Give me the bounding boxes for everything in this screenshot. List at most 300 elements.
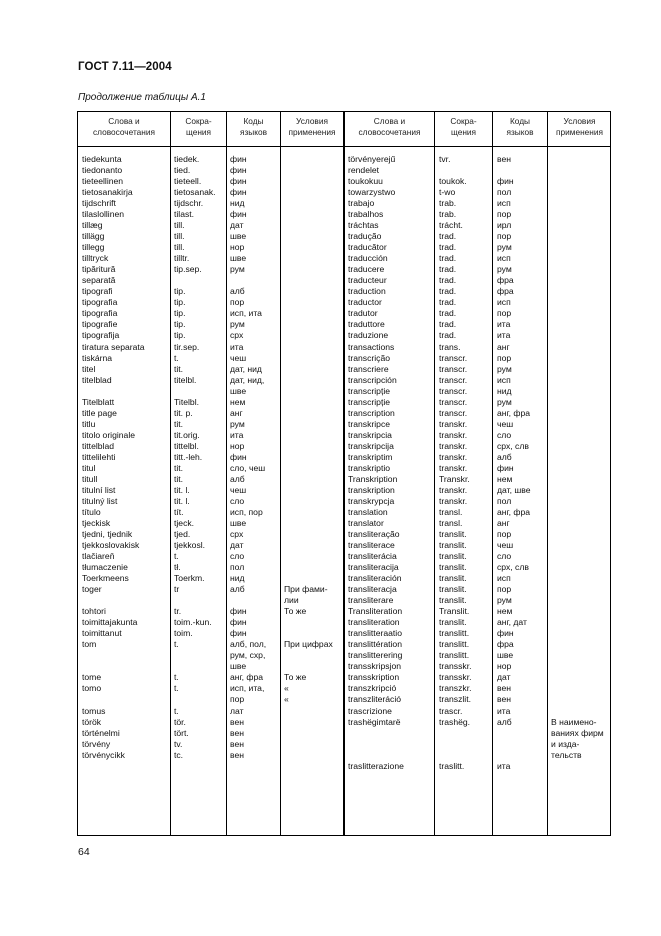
table-row xyxy=(0,540,661,551)
cell-abbr-right: Translit. xyxy=(439,606,470,617)
cell-word-left: titull xyxy=(82,473,98,484)
cell-word-left: tittelilehti xyxy=(82,451,116,462)
cell-code-left: нор xyxy=(230,440,245,451)
cell-word-right: tráchtas xyxy=(348,220,379,231)
cell-word-right: traducere xyxy=(348,264,385,275)
table-row xyxy=(0,507,661,518)
table-row xyxy=(0,496,661,507)
cell-code-right: анг, фра xyxy=(497,407,531,418)
table-row xyxy=(0,364,661,375)
table-row xyxy=(0,176,661,187)
cell-code-left: рум xyxy=(230,418,245,429)
cell-abbr-right: trascr. xyxy=(439,705,463,716)
table-row xyxy=(0,220,661,231)
cell-code-left: дат xyxy=(230,540,244,551)
cell-abbr-left: tör. xyxy=(174,716,186,727)
cell-abbr-left: tr. xyxy=(174,606,182,617)
table-row xyxy=(0,452,661,463)
cell-code-right: вен xyxy=(497,154,511,164)
cell-abbr-left: tit.orig. xyxy=(174,429,200,440)
cell-word-right: translation xyxy=(348,506,388,517)
cell-word-left: történelmi xyxy=(82,727,120,738)
cell-word-right: tradutor xyxy=(348,308,378,319)
cell-code-left: фин xyxy=(230,209,247,220)
cell-code-right: чеш xyxy=(497,418,514,429)
cell-code-left: рум xyxy=(230,264,245,275)
cell-abbr-left: tip. xyxy=(174,330,186,341)
page-title: ГОСТ 7.11—2004 xyxy=(78,61,172,73)
cell-abbr-right: transkr. xyxy=(439,429,468,440)
cell-word-right: toukokuu xyxy=(348,176,383,187)
cell-abbr-right: translit. xyxy=(439,617,467,628)
cell-code-right: ита xyxy=(497,330,511,341)
cell-abbr-right: trab. xyxy=(439,198,457,209)
cell-word-left: toger xyxy=(82,584,102,595)
cell-word-right: trascrizione xyxy=(348,705,392,716)
cell-abbr-right: transkr. xyxy=(439,418,468,429)
cell-word-right: trashëgimtarë xyxy=(348,716,401,727)
cell-word-right: traductor xyxy=(348,297,382,308)
cell-abbr-left: t. xyxy=(174,352,179,363)
cell-word-right: traslitterazione xyxy=(348,760,404,771)
cell-word-right: transliterace xyxy=(348,540,395,551)
cell-condition-right: и изда- xyxy=(551,738,580,749)
cell-word-right: rendelet xyxy=(348,165,380,176)
cell-word-right: transzliteráció xyxy=(348,694,402,705)
cell-code-left: фин xyxy=(230,165,247,176)
cell-word-right: transkriptio xyxy=(348,462,391,473)
cell-abbr-right: trad. xyxy=(439,297,457,308)
table-caption: Продолжение таблицы А.1 xyxy=(78,92,206,103)
cell-abbr-right: transkr. xyxy=(439,451,468,462)
cell-abbr-right: translit. xyxy=(439,595,467,606)
cell-code-left: чеш xyxy=(230,484,247,495)
cell-word-left: titolo originale xyxy=(82,429,136,440)
cell-word-right: transkrypcja xyxy=(348,495,395,506)
cell-abbr-right: transcr. xyxy=(439,385,468,396)
cell-word-right: Transliteration xyxy=(348,606,403,617)
table-row xyxy=(0,672,661,683)
cell-word-left: tijdschrift xyxy=(82,198,116,209)
cell-word-right: traduzione xyxy=(348,330,389,341)
cell-abbr-right: transkr. xyxy=(439,495,468,506)
cell-word-left: titelblad xyxy=(82,374,112,385)
cell-abbr-right: transcr. xyxy=(439,363,468,374)
cell-word-left: toimittajakunta xyxy=(82,617,138,628)
cell-code-left: дат xyxy=(230,220,244,231)
cell-code-right: анг, дат xyxy=(497,617,527,628)
table-row xyxy=(0,308,661,319)
cell-abbr-right: transcr. xyxy=(439,407,468,418)
cell-code-left: фин xyxy=(230,606,247,617)
cell-abbr-left: tit. xyxy=(174,462,184,473)
cell-code-left: исп, ита, xyxy=(230,683,265,694)
column-header-abbr-left: Сокра- щения xyxy=(185,116,212,137)
table-row xyxy=(0,408,661,419)
cell-word-left: tomo xyxy=(82,683,102,694)
cell-code-right: пор xyxy=(497,308,512,319)
table-row xyxy=(0,386,661,397)
cell-code-right: нор xyxy=(497,661,512,672)
cell-abbr-left: tít. xyxy=(174,506,184,517)
cell-code-right: срх, слв xyxy=(497,440,529,451)
table-row xyxy=(0,187,661,198)
cell-code-left: вен xyxy=(230,727,244,738)
cell-word-left: tjedni, tjednik xyxy=(82,529,133,540)
cell-word-right: transcripción xyxy=(348,374,397,385)
cell-condition-left: То же xyxy=(284,606,307,617)
cell-code-left: срх xyxy=(230,330,244,341)
cell-code-left: фин xyxy=(230,176,247,187)
cell-code-left: фин xyxy=(230,617,247,628)
table-row xyxy=(0,739,661,750)
cell-abbr-right: transkr. xyxy=(439,440,468,451)
column-header-words-right: Слова и словосочетания xyxy=(358,116,421,137)
table-row xyxy=(0,761,661,772)
cell-code-right: сло xyxy=(497,429,512,440)
cell-code-left: сло, чеш xyxy=(230,462,266,473)
cell-abbr-left: tit. xyxy=(174,418,184,429)
table-row xyxy=(0,694,661,705)
cell-word-right: transliteracija xyxy=(348,562,399,573)
cell-word-left: tlačiareň xyxy=(82,551,115,562)
cell-word-left: törvény xyxy=(82,738,111,749)
cell-code-right: алб xyxy=(497,716,512,727)
cell-code-right: анг xyxy=(497,341,510,352)
table-row xyxy=(0,518,661,529)
cell-abbr-right: trad. xyxy=(439,242,457,253)
table-row xyxy=(0,353,661,364)
cell-abbr-right: trad. xyxy=(439,330,457,341)
cell-code-left: алб xyxy=(230,286,245,297)
table-row xyxy=(0,165,661,176)
cell-code-left: пол xyxy=(230,562,245,573)
cell-abbr-left: tört. xyxy=(174,727,189,738)
cell-word-right: traducteur xyxy=(348,275,387,286)
cell-word-left: tillägg xyxy=(82,231,105,242)
cell-word-left: separată xyxy=(82,275,116,286)
cell-code-left: нор xyxy=(230,242,245,253)
cell-code-right: шве xyxy=(497,650,514,661)
cell-word-left: tom xyxy=(82,639,97,650)
cell-code-right: ирл xyxy=(497,220,512,231)
cell-word-left: tilaslollinen xyxy=(82,209,125,220)
cell-code-right: алб xyxy=(497,451,512,462)
cell-word-left: tiratura separata xyxy=(82,341,145,352)
cell-word-right: transcripție xyxy=(348,385,391,396)
cell-code-left: фин xyxy=(230,451,247,462)
cell-code-left: вен xyxy=(230,716,244,727)
cell-abbr-right: trad. xyxy=(439,275,457,286)
cell-abbr-right: translitt. xyxy=(439,650,470,661)
cell-word-right: transliterare xyxy=(348,595,394,606)
cell-code-left: шве xyxy=(230,661,247,672)
cell-word-left: tipografie xyxy=(82,319,118,330)
cell-word-left: tiedonanto xyxy=(82,165,123,176)
cell-word-right: transliterácia xyxy=(348,551,397,562)
table-row xyxy=(0,242,661,253)
cell-abbr-left: tit. xyxy=(174,473,184,484)
cell-word-left: tipografia xyxy=(82,308,118,319)
cell-code-left: дат, нид, xyxy=(230,374,265,385)
cell-condition-left: лии xyxy=(284,595,299,606)
cell-code-right: исп xyxy=(497,297,511,308)
table-row xyxy=(0,463,661,474)
cell-code-right: ита xyxy=(497,760,511,771)
cell-word-left: tomus xyxy=(82,705,106,716)
cell-abbr-left: tieteell. xyxy=(174,176,202,187)
cell-abbr-left: tip. xyxy=(174,308,186,319)
cell-abbr-left: tjed. xyxy=(174,529,191,540)
cell-code-left: ита xyxy=(230,341,244,352)
cell-word-left: Toerkmeens xyxy=(82,573,129,584)
cell-code-left: фин xyxy=(230,628,247,639)
cell-word-left: tjeckisk xyxy=(82,517,111,528)
cell-word-left: tiedekunta xyxy=(82,154,122,164)
cell-code-right: исп xyxy=(497,198,511,209)
cell-abbr-left: tjeck. xyxy=(174,517,195,528)
cell-code-right: нид xyxy=(497,385,512,396)
cell-code-right: чеш xyxy=(497,540,514,551)
table-row xyxy=(0,397,661,408)
table-row xyxy=(0,485,661,496)
page-number: 64 xyxy=(78,846,90,858)
column-header-codes-right: Коды языков xyxy=(506,116,534,137)
cell-abbr-left: tiedek. xyxy=(174,154,200,164)
table-row xyxy=(0,430,661,441)
cell-abbr-right: trad. xyxy=(439,231,457,242)
table-row xyxy=(0,628,661,639)
table-row xyxy=(0,264,661,275)
cell-code-right: пор xyxy=(497,529,512,540)
cell-word-right: translitteraatio xyxy=(348,628,402,639)
cell-word-left: toimittanut xyxy=(82,628,122,639)
cell-abbr-left: tip.sep. xyxy=(174,264,202,275)
table-row xyxy=(0,551,661,562)
cell-code-left: исп, ита xyxy=(230,308,262,319)
cell-word-right: translitterering xyxy=(348,650,403,661)
cell-abbr-right: transcr. xyxy=(439,374,468,385)
cell-code-right: нем xyxy=(497,606,513,617)
cell-word-right: transkription xyxy=(348,484,395,495)
cell-code-left: вен xyxy=(230,738,244,749)
cell-condition-left: « xyxy=(284,683,289,694)
cell-word-left: tipografia xyxy=(82,297,118,308)
table-row xyxy=(0,209,661,220)
cell-abbr-left: toim. xyxy=(174,628,193,639)
cell-word-left: tohtori xyxy=(82,606,106,617)
cell-word-left: tilltryck xyxy=(82,253,109,264)
cell-code-right: срх, слв xyxy=(497,562,529,573)
cell-code-right: рум xyxy=(497,363,512,374)
cell-word-left: titul xyxy=(82,462,96,473)
cell-word-right: transkripcija xyxy=(348,440,394,451)
column-header-conditions-right: Условия применения xyxy=(556,116,603,137)
cell-abbr-right: trad. xyxy=(439,308,457,319)
table-row xyxy=(0,595,661,606)
cell-word-right: trabalhos xyxy=(348,209,384,220)
cell-abbr-right: transkr. xyxy=(439,462,468,473)
cell-code-left: шве xyxy=(230,385,247,396)
cell-word-right: tradução xyxy=(348,231,382,242)
table-row xyxy=(0,198,661,209)
cell-abbr-left: tijdschr. xyxy=(174,198,204,209)
table-row xyxy=(0,231,661,242)
cell-word-right: transliteration xyxy=(348,617,400,628)
cell-word-right: transliteración xyxy=(348,573,402,584)
cell-abbr-right: toukok. xyxy=(439,176,467,187)
table-row xyxy=(0,154,661,165)
cell-code-right: пол xyxy=(497,187,512,198)
cell-code-left: нид xyxy=(230,198,245,209)
cell-code-right: вен xyxy=(497,694,511,705)
cell-abbr-left: Toerkm. xyxy=(174,573,205,584)
cell-condition-right: тельств xyxy=(551,749,582,760)
cell-abbr-left: Titelbl. xyxy=(174,396,199,407)
cell-word-left: title page xyxy=(82,407,117,418)
cell-abbr-left: t. xyxy=(174,683,179,694)
cell-code-left: шве xyxy=(230,517,247,528)
cell-abbr-right: trad. xyxy=(439,264,457,275)
cell-abbr-left: tip. xyxy=(174,286,186,297)
cell-abbr-left: titelbl. xyxy=(174,374,197,385)
cell-abbr-right: trad. xyxy=(439,253,457,264)
cell-code-left: шве xyxy=(230,253,247,264)
cell-code-right: дат xyxy=(497,672,511,683)
table-row xyxy=(0,342,661,353)
cell-word-right: transzkripció xyxy=(348,683,397,694)
cell-abbr-left: t. xyxy=(174,639,179,650)
table-row xyxy=(0,617,661,628)
cell-code-right: рум xyxy=(497,595,512,606)
cell-word-right: towarzystwo xyxy=(348,187,396,198)
cell-word-right: transkriptim xyxy=(348,451,393,462)
cell-code-right: фин xyxy=(497,628,514,639)
cell-abbr-left: tip. xyxy=(174,297,186,308)
cell-abbr-right: t-wo xyxy=(439,187,456,198)
cell-word-right: traducător xyxy=(348,242,387,253)
cell-abbr-right: transkr. xyxy=(439,484,468,495)
cell-abbr-left: toim.-kun. xyxy=(174,617,212,628)
cell-code-left: анг xyxy=(230,407,243,418)
cell-condition-left: « xyxy=(284,694,289,705)
cell-code-left: алб xyxy=(230,473,245,484)
cell-code-left: шве xyxy=(230,231,247,242)
cell-word-right: törvényerejű xyxy=(348,154,396,164)
cell-abbr-right: trans. xyxy=(439,341,461,352)
cell-word-left: tome xyxy=(82,672,102,683)
cell-word-left: tieteellinen xyxy=(82,176,124,187)
table-row xyxy=(0,297,661,308)
cell-code-right: исп xyxy=(497,573,511,584)
cell-word-right: transcrição xyxy=(348,352,391,363)
cell-abbr-right: translit. xyxy=(439,573,467,584)
cell-word-left: török xyxy=(82,716,102,727)
cell-word-left: titlu xyxy=(82,418,96,429)
cell-abbr-left: till. xyxy=(174,231,185,242)
cell-code-right: сло xyxy=(497,551,512,562)
cell-code-left: нид xyxy=(230,573,245,584)
cell-code-left: рум, схр, xyxy=(230,650,266,661)
cell-code-right: рум xyxy=(497,264,512,275)
cell-abbr-left: tł. xyxy=(174,562,181,573)
cell-abbr-right: transl. xyxy=(439,517,463,528)
table-row xyxy=(0,728,661,739)
cell-code-right: фра xyxy=(497,275,514,286)
cell-abbr-right: translitt. xyxy=(439,628,470,639)
table-bottom-border xyxy=(77,835,611,836)
cell-code-right: исп xyxy=(497,374,511,385)
cell-code-right: пор xyxy=(497,231,512,242)
cell-abbr-right: transcr. xyxy=(439,396,468,407)
cell-abbr-right: Transkr. xyxy=(439,473,470,484)
cell-code-left: алб, пол, xyxy=(230,639,267,650)
table-row xyxy=(0,529,661,540)
cell-abbr-left: tit. l. xyxy=(174,495,190,506)
cell-code-right: фра xyxy=(497,639,514,650)
cell-abbr-right: transl. xyxy=(439,506,463,517)
cell-abbr-left: tc. xyxy=(174,749,184,760)
cell-abbr-left: tied. xyxy=(174,165,191,176)
cell-abbr-left: tjekkosl. xyxy=(174,540,206,551)
cell-code-right: исп xyxy=(497,253,511,264)
cell-word-right: transkripce xyxy=(348,418,391,429)
cell-abbr-right: transzkr. xyxy=(439,683,472,694)
cell-code-right: рум xyxy=(497,242,512,253)
cell-abbr-right: transzlit. xyxy=(439,694,471,705)
cell-code-right: фин xyxy=(497,176,514,187)
cell-code-left: рум xyxy=(230,319,245,330)
cell-condition-right: ваниях фирм xyxy=(551,727,604,738)
cell-condition-right: В наимено- xyxy=(551,716,597,727)
table-row xyxy=(0,573,661,584)
cell-abbr-right: trad. xyxy=(439,286,457,297)
cell-word-left: título xyxy=(82,506,101,517)
cell-code-right: дат, шве xyxy=(497,484,531,495)
table-row xyxy=(0,253,661,264)
table-row xyxy=(0,750,661,761)
cell-code-left: фин xyxy=(230,154,247,164)
cell-word-left: tłumaczenie xyxy=(82,562,128,573)
cell-code-right: пор xyxy=(497,209,512,220)
cell-abbr-left: tip. xyxy=(174,319,186,330)
cell-code-left: фин xyxy=(230,187,247,198)
table-row xyxy=(0,419,661,430)
cell-code-left: сло xyxy=(230,495,245,506)
cell-word-right: traduttore xyxy=(348,319,385,330)
cell-abbr-left: t. xyxy=(174,672,179,683)
column-header-conditions-left: Условия применения xyxy=(288,116,336,137)
cell-code-right: пол xyxy=(497,495,512,506)
cell-code-right: пор xyxy=(497,584,512,595)
column-header-words-left: Слова и словосочетания xyxy=(93,116,155,137)
cell-word-right: transskripsjon xyxy=(348,661,402,672)
cell-word-left: Titelblatt xyxy=(82,396,115,407)
cell-word-right: transcription xyxy=(348,407,395,418)
cell-code-right: анг xyxy=(497,517,510,528)
cell-word-right: Transkription xyxy=(348,473,398,484)
cell-word-left: tittelblad xyxy=(82,440,115,451)
cell-word-right: transliteração xyxy=(348,529,400,540)
cell-abbr-right: transcr. xyxy=(439,352,468,363)
table-row xyxy=(0,441,661,452)
table-row xyxy=(0,584,661,595)
cell-word-left: titulný list xyxy=(82,495,118,506)
cell-abbr-right: translit. xyxy=(439,540,467,551)
cell-abbr-left: till. xyxy=(174,220,185,231)
cell-abbr-right: transskr. xyxy=(439,661,472,672)
cell-abbr-left: tittelbl. xyxy=(174,440,199,451)
